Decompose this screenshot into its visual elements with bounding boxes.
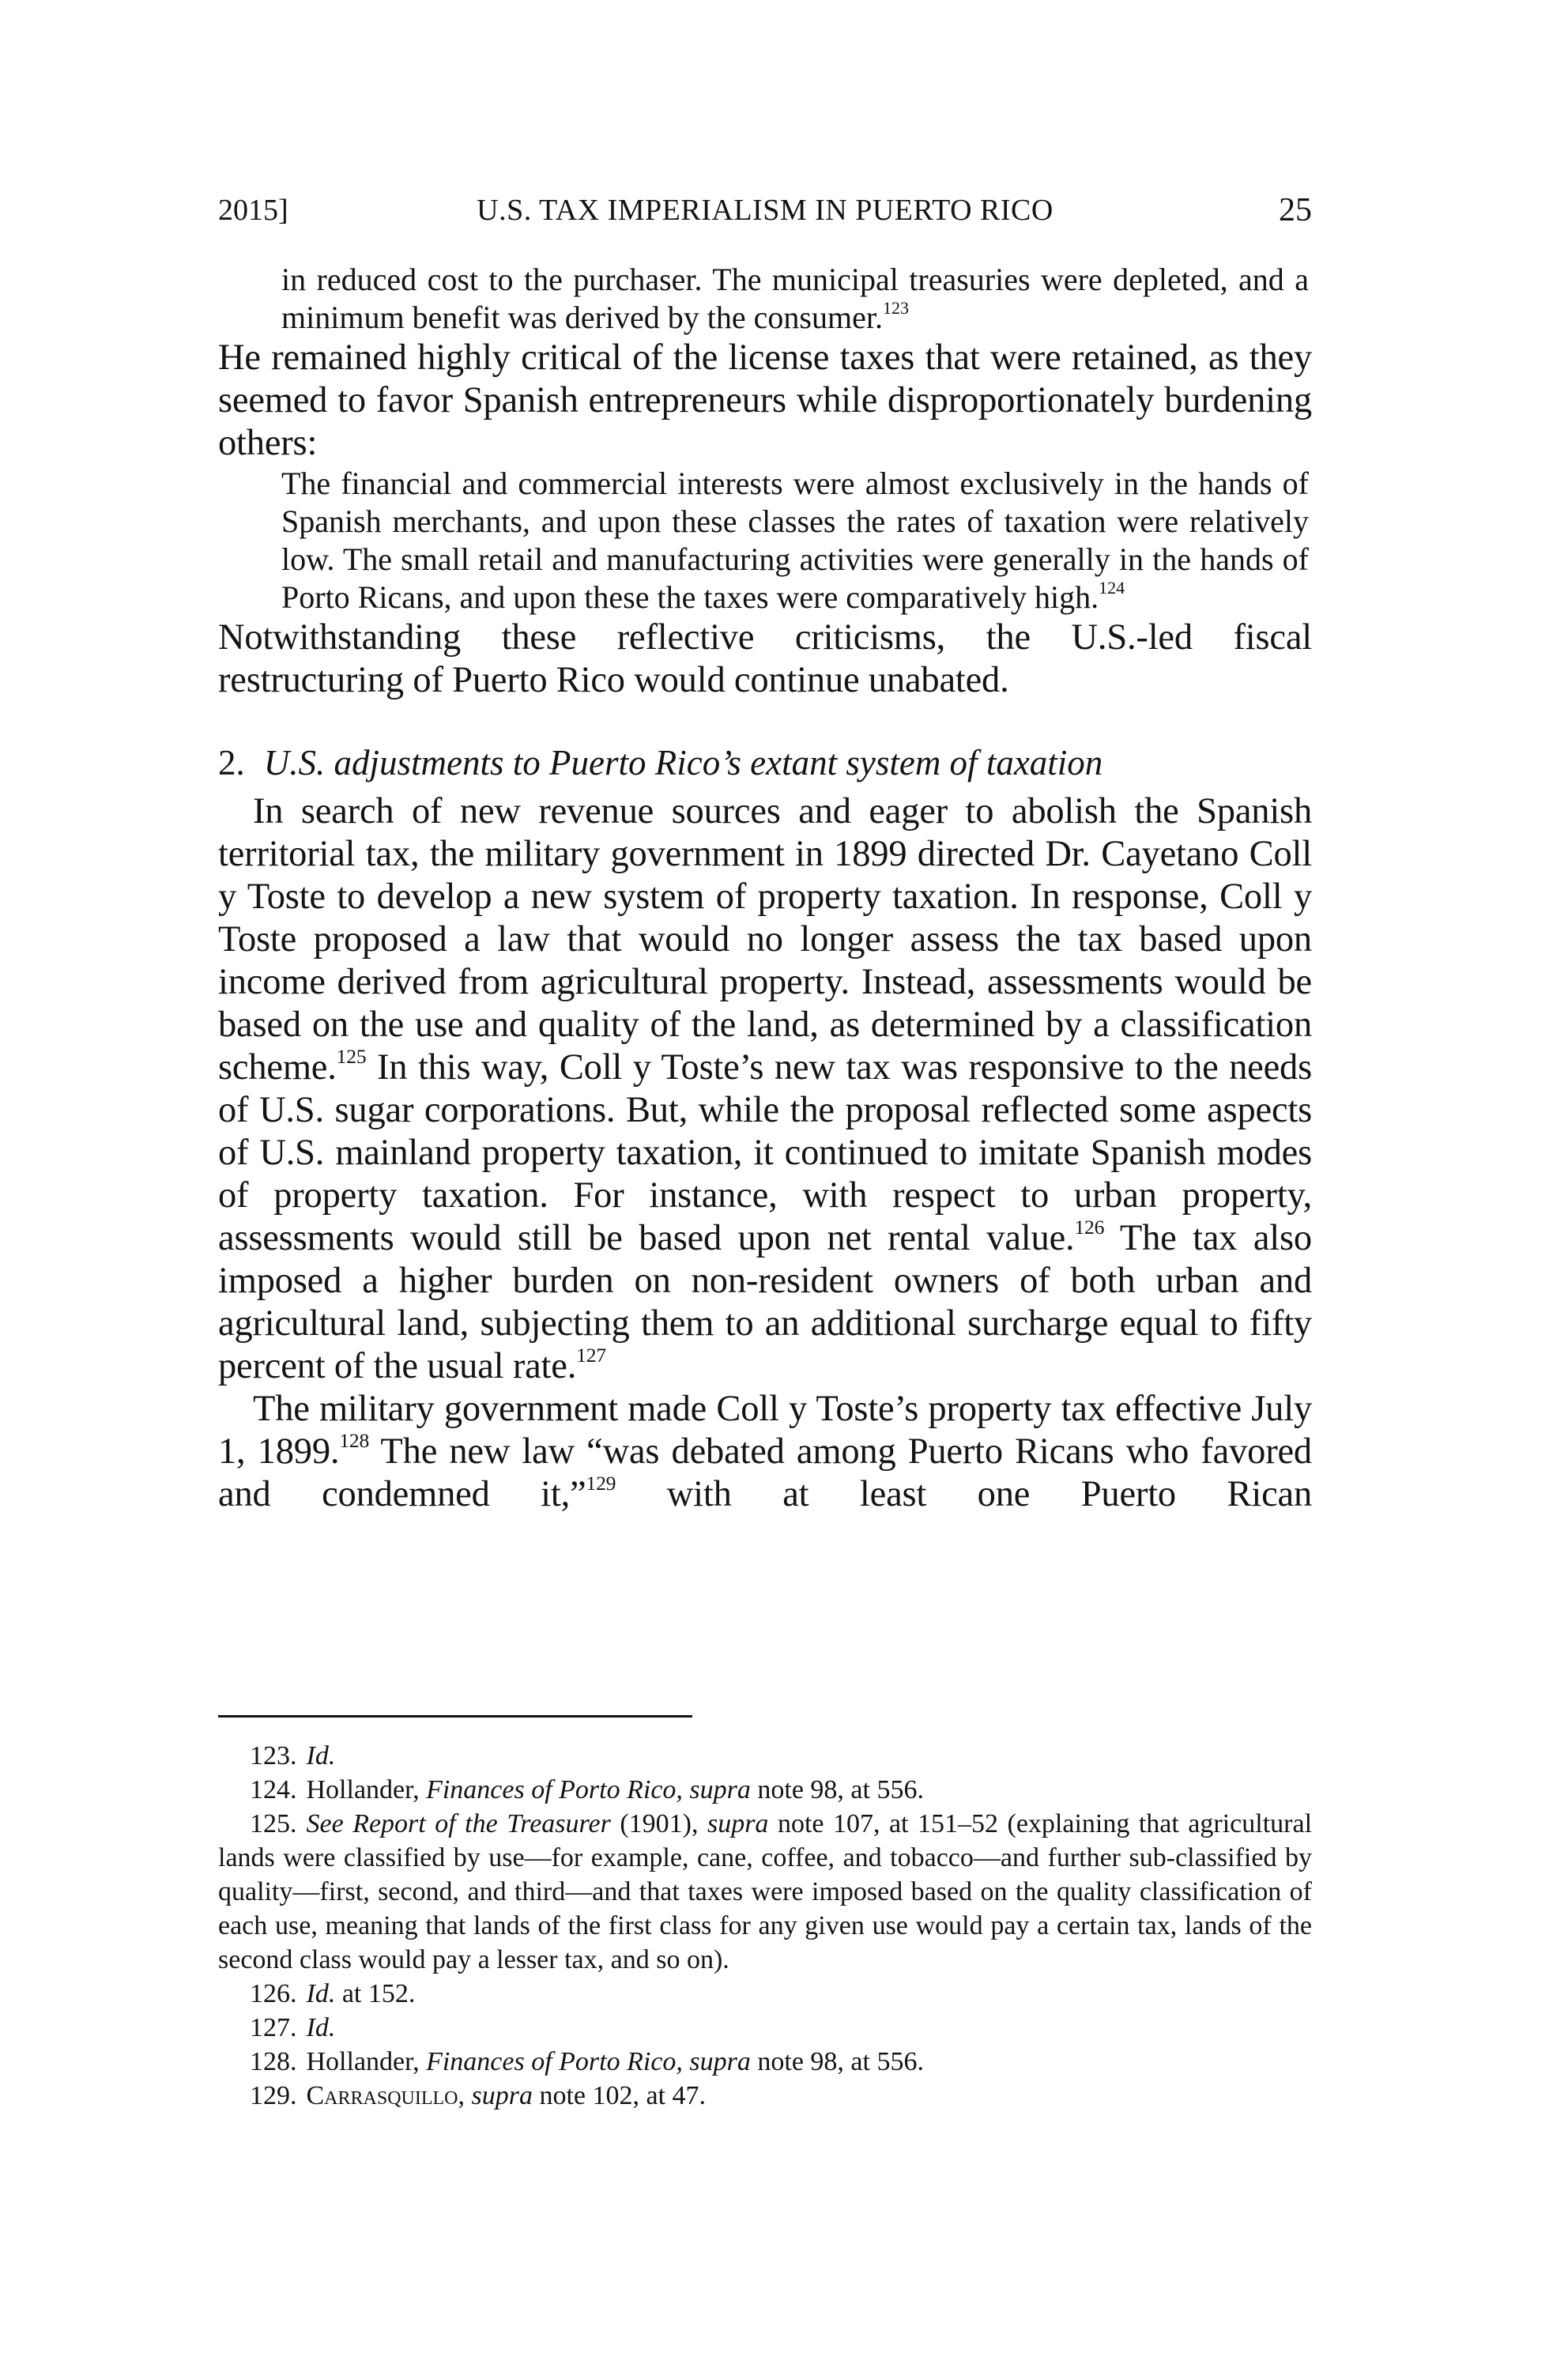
- footnote-cite: Id.: [306, 2013, 336, 2042]
- quote-text: in reduced cost to the purchaser. The municipal treasuries were depleted, and a minimum benefit was derived by the consumer.: [281, 262, 1309, 335]
- paragraph-text: The military government made Coll y Toste’s property tax effective July 1, 1899.: [218, 1389, 1312, 1472]
- footnote-cite: Id.: [306, 1741, 336, 1770]
- paragraph-line: Notwithstanding these reflective criticisms, the U.S.-led fiscal: [218, 617, 1312, 658]
- footnote-128: [218, 2045, 1312, 2079]
- footnote-number: 126.: [250, 1979, 297, 2008]
- quote-text: The financial and commercial interests were almost exclusively in the hands of Spanish merchants, and upon these classes the rates of taxation were relatively low. The small retail and manufacturing activities were generally in the hands of Porto Ricans, and upon these the taxes were comparatively high.: [281, 466, 1309, 615]
- footnote-number: 125.: [250, 1809, 297, 1838]
- footnote-text: note 107, at 151–52 (explaining that agricultural lands were classified by use—for example, cane, coffee, and tobacco—and further sub-classified by quality—first, second, and third—and that taxes were imposed based on the quality classification of each use, meaning that lands of the first class for any given use would pay a certain tax, lands of the second class would pay a lesser tax, and so on).: [218, 1809, 1313, 1974]
- footnote-text: note 98, at 556.: [757, 2047, 924, 2076]
- footnote-divider: [218, 1715, 692, 1718]
- footnote-author: Hollander,: [306, 1775, 420, 1804]
- footnote-number: 129.: [250, 2081, 297, 2110]
- footnote-work: Finances of Porto Rico,: [426, 2047, 683, 2076]
- footnote-year: (1901),: [620, 1809, 699, 1838]
- section-title: U.S. adjustments to Puerto Rico’s extant system of taxation: [263, 743, 1103, 782]
- footnote-signal: See: [306, 1809, 344, 1838]
- footnote-cite: Id.: [306, 1979, 336, 2008]
- footnote-author: Hollander,: [306, 2047, 420, 2076]
- footnote-text: at 152.: [341, 1979, 416, 2008]
- footnote-123: [218, 1739, 1312, 1773]
- paragraph-text: with at least one Puerto Rican: [616, 1474, 1312, 1514]
- paragraph-text: In this way, Coll y Toste’s new tax was responsive to the needs of U.S. sugar corporations. But, while the proposal reflected some aspects of U.S. mainland property taxation, it continued to imitate Spanish modes of property taxation. For instance, with respect to urban property, assessments would still be based upon net rental value.: [218, 1047, 1312, 1258]
- footnote-129: [218, 2079, 1312, 2113]
- footnote-work: Finances of Porto Rico,: [426, 1775, 683, 1804]
- paragraph-text: The tax also imposed a higher burden on non-resident owners of both urban and agricultural land, subjecting them to an additional surcharge equal to fifty percent of the usual rate.: [218, 1218, 1312, 1386]
- paragraph: He remained highly critical of the license taxes that were retained, as they seemed to favor Spanish entrepreneurs while disproportionately burdening others:: [218, 337, 1312, 463]
- footnote-ref-124[interactable]: 124: [1099, 578, 1125, 598]
- footnote-author: Carrasquillo,: [306, 2081, 466, 2110]
- footnote-text: note 98, at 556.: [757, 1775, 924, 1804]
- footnote-number: 124.: [250, 1775, 297, 1804]
- footnote-supra: supra: [689, 2047, 751, 2076]
- section-number: 2.: [218, 743, 245, 782]
- page-number: 25: [1279, 192, 1312, 228]
- footnote-number: 127.: [250, 2013, 297, 2042]
- footnote-number: 123.: [250, 1741, 297, 1770]
- running-header: [218, 187, 1312, 234]
- footnote-ref-129[interactable]: 129: [586, 1471, 616, 1495]
- paragraph-text: The new law “was debated among Puerto Ricans who favored and condemned it,”: [218, 1431, 1312, 1514]
- footnotes: [218, 1739, 1312, 2113]
- footnote-127: [218, 2011, 1312, 2045]
- block-quote-continued: [281, 261, 1309, 337]
- footnote-124: [218, 1773, 1312, 1807]
- paragraph: [218, 790, 1312, 1388]
- header-year: 2015]: [218, 194, 288, 227]
- footnote-ref-128[interactable]: 128: [339, 1428, 370, 1452]
- paragraph-text: In search of new revenue sources and eager to abolish the Spanish territorial tax, the military government in 1899 directed Dr. Cayetano Coll y Toste to develop a new system of property taxation. In response, Coll y Toste proposed a law that would no longer assess the tax based upon income derived from agricultural property. Instead, assessments would be based on the use and quality of the land, as determined by a classification scheme.: [218, 791, 1312, 1088]
- footnote-work: Report of the Treasurer: [352, 1809, 611, 1838]
- footnote-ref-126[interactable]: 126: [1074, 1215, 1105, 1239]
- paragraph-line: restructuring of Puerto Rico would continue unabated.: [218, 660, 1009, 700]
- footnote-supra: supra: [707, 1809, 769, 1838]
- block-quote: [281, 465, 1309, 617]
- footnote-126: [218, 1977, 1312, 2011]
- footnote-ref-123[interactable]: 123: [882, 298, 909, 319]
- footnote-supra: supra: [471, 2081, 533, 2110]
- footnote-number: 128.: [250, 2047, 297, 2076]
- footnote-125: [218, 1807, 1312, 1977]
- section-heading: [218, 741, 1312, 784]
- footnote-text: note 102, at 47.: [539, 2081, 707, 2110]
- footnote-ref-127[interactable]: 127: [576, 1343, 606, 1367]
- footnote-ref-125[interactable]: 125: [336, 1044, 367, 1068]
- paragraph: [218, 1388, 1312, 1516]
- header-title: U.S. TAX IMPERIALISM IN PUERTO RICO: [477, 194, 1054, 227]
- main-text: [218, 261, 1312, 1516]
- footnote-supra: supra: [689, 1775, 751, 1804]
